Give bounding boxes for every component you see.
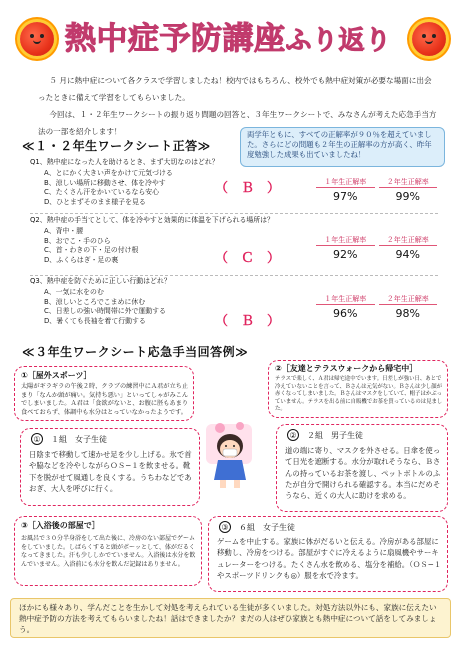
option-list bbox=[44, 169, 173, 208]
footer-note: ほかにも様々あり、学んだことを生かして対処を考えられている生徒が多くいました。対処方法以外にも、家族に伝えたい熱中症予防の方法を考えてもらいましたね！話はできましたか？まだの人はぜひ家族とも熱中症について話をしてみましょう。 bbox=[10, 598, 451, 638]
rate-label-grade1: １年生正解率 bbox=[316, 178, 375, 188]
divider bbox=[30, 213, 438, 214]
answer-letter: （ Ｃ ） bbox=[215, 251, 281, 266]
question-3 bbox=[30, 277, 440, 335]
option-list bbox=[44, 227, 138, 266]
answer-card-2 bbox=[276, 424, 448, 512]
sun-mascot-right-icon bbox=[412, 22, 446, 56]
correct-rates bbox=[314, 295, 439, 322]
rate-label-grade1: １年生正解率 bbox=[316, 295, 375, 305]
scenario-card-2 bbox=[268, 360, 448, 418]
section2-heading: ≪３年生ワークシート応急手当回答例≫ bbox=[22, 345, 249, 359]
rate-label-grade2: ２年生正解率 bbox=[379, 178, 438, 188]
scenario-card-3 bbox=[14, 516, 202, 586]
page-title bbox=[65, 18, 405, 60]
answer-card-3 bbox=[208, 516, 448, 592]
question-text: Q3、熱中症を防ぐために正しい行動はどれ？ bbox=[30, 277, 171, 285]
option: B、涼しいところでこまめに休む bbox=[44, 297, 146, 306]
student-label bbox=[219, 521, 295, 534]
question-text: Q1、熱中症になった人を助けるとき、まず大切なのはどれ？ bbox=[30, 158, 219, 166]
divider bbox=[30, 275, 438, 276]
option: B、涼しい場所に移動させ、体を冷やす bbox=[44, 178, 166, 187]
option: D、ひとまずそのまま様子を見る bbox=[44, 198, 146, 207]
scenario-title: ②［友達とテラスウォークから帰宅中］ bbox=[275, 364, 418, 373]
answer-text: 日陰まで移動して速かせ足を少し上げる。氷で首や脇などを冷やしながらＯＳ−１を飲ませる。靴下を脱がせて風通しを良くする。うちわなどであおぎ、大人を呼びに行く。 bbox=[29, 450, 192, 493]
question-1 bbox=[30, 158, 440, 216]
student-name: ２組 男子生徒 bbox=[307, 431, 363, 440]
answer bbox=[215, 250, 280, 268]
answer-text: 道の端に寄り、マスクを外させる。日傘を使って日光を遮断する。水分が取れそうなら、Ｂさんの持っているお茶を渡し、ペットボトルのふたが自分で開けられる確認する。本当にだめそうなら、近くの大人に助けを求める。 bbox=[285, 446, 441, 501]
student-label bbox=[287, 429, 363, 442]
intro-paragraph-2: 今回は、１・２年生ワークシートの振り返り問題の回答と、３年生ワークシートで、みなさんが考えた応急手当方法の一部を紹介します！ bbox=[38, 110, 437, 136]
scenario-text: テラスで楽しく、Ａ君は帰宅途中でいます。日差しが強い日、あとで冷えていないことを言って、Ｂさんは元気がない。Ｂさんは少し顔が赤くなってしまいました。Ｂさんはマスクをしていて、帽子はかぶっていません。テラスを出る前に自販機でお茶を買っているのは見ました。 bbox=[275, 376, 443, 413]
option: D、暑くても長袖を着て行動する bbox=[44, 317, 146, 326]
rate-grade2: 98% bbox=[395, 307, 420, 321]
option: A、背中・腰 bbox=[44, 227, 84, 235]
scenario-card-1 bbox=[14, 366, 194, 421]
answer bbox=[215, 313, 280, 331]
option: A、一気に水をのむ bbox=[44, 288, 104, 296]
answer-number: ③ bbox=[219, 521, 231, 533]
answer bbox=[215, 180, 280, 198]
summary-bubble: 両学年ともに、すべての正解率が９０％を超えていました。さらにどの問題も２年生の正解率の方が高く、昨年度勉強した成果も出ていましたね！ bbox=[240, 127, 445, 167]
sun-mascot-left-icon bbox=[20, 22, 54, 56]
rate-grade1: 92% bbox=[333, 248, 358, 262]
answer-text: ゲームを中止する。家族に体がだるいと伝える。冷房がある部屋に移動し、冷房をつける。部屋がすぐに冷えるように扇風機やサーキュレーターをつける。たくさん水を飲める、塩分を補給。（ＯＳ−１やスポーツドリンクも◎）服を水で冷ます。 bbox=[217, 537, 442, 580]
title-main: 熱中症予防講座 bbox=[65, 21, 286, 57]
scenario-text: 太陽がギラギラの午後２時、クラブの練習中にＡ君が立ち止まり「なんか頭が痛い。気持ち悪い」といってしゃがみこんでしまいました。Ａ君は「食欲がないと、お腹に胚もあまり食べておらず、体調中も水分はとっていなかったようです。 bbox=[21, 383, 189, 416]
title-sub: ふり返り bbox=[285, 26, 392, 56]
section1-heading: ≪１・２年生ワークシート正答≫ bbox=[22, 139, 211, 153]
correct-rates bbox=[314, 236, 439, 263]
answer-letter: （ Ｂ ） bbox=[215, 314, 281, 329]
student-label bbox=[31, 433, 107, 446]
option: C、日差しの強い時間帯に外で運動する bbox=[44, 307, 166, 316]
option: B、おでこ・手のひら bbox=[44, 236, 111, 245]
option: A、とにかく大きい声をかけて元気づける bbox=[44, 169, 173, 177]
scenario-title: ①［屋外スポーツ］ bbox=[21, 371, 92, 380]
answer-number: ② bbox=[287, 429, 299, 441]
student-name: １組 女子生徒 bbox=[51, 435, 107, 444]
student-name: ６組 女子生徒 bbox=[239, 523, 295, 532]
rate-grade2: 94% bbox=[395, 248, 420, 262]
rate-label-grade2: ２年生正解率 bbox=[379, 236, 438, 246]
option: C、首・わきの下・足の付け根 bbox=[44, 246, 139, 255]
rate-grade2: 99% bbox=[395, 190, 420, 204]
scenario-text: お風呂で３０分半身浴をして出た後に、冷房のない部屋でゲームをしていました。しばらくすると頭がボーッとして、体がだるくなってきました。汗も少ししかでていません。入浴後は水分を飲んでいません。入浴前にも水分を飲んだ記録はありません。 bbox=[21, 535, 196, 568]
question-text: Q2、熱中症の手当てとして、体を冷やすと効果的に体温を下げられる場所は？ bbox=[30, 216, 274, 224]
answer-number: ① bbox=[31, 433, 43, 445]
answer-card-1 bbox=[20, 428, 200, 506]
question-2 bbox=[30, 216, 440, 274]
scenario-title: ③［入浴後の部屋で］ bbox=[21, 521, 100, 530]
option: C、たくさん汗をかいているなら安心 bbox=[44, 188, 160, 197]
rate-grade1: 97% bbox=[333, 190, 358, 204]
option-list bbox=[44, 288, 166, 327]
answer-letter: （ Ｂ ） bbox=[215, 181, 281, 196]
girl-illustration-icon bbox=[200, 420, 260, 490]
intro-paragraph-1: ５ 月に熱中症について各クラスで学習しましたね！校内ではもちろん、校外でも熱中症対策が必要な場面に出会ったときに備えて学習をしてもらいました。 bbox=[38, 76, 432, 102]
option: D、ふくらはぎ・足の裏 bbox=[44, 256, 119, 265]
correct-rates bbox=[314, 178, 439, 205]
rate-grade1: 96% bbox=[333, 307, 358, 321]
rate-label-grade2: ２年生正解率 bbox=[379, 295, 438, 305]
rate-label-grade1: １年生正解率 bbox=[316, 236, 375, 246]
